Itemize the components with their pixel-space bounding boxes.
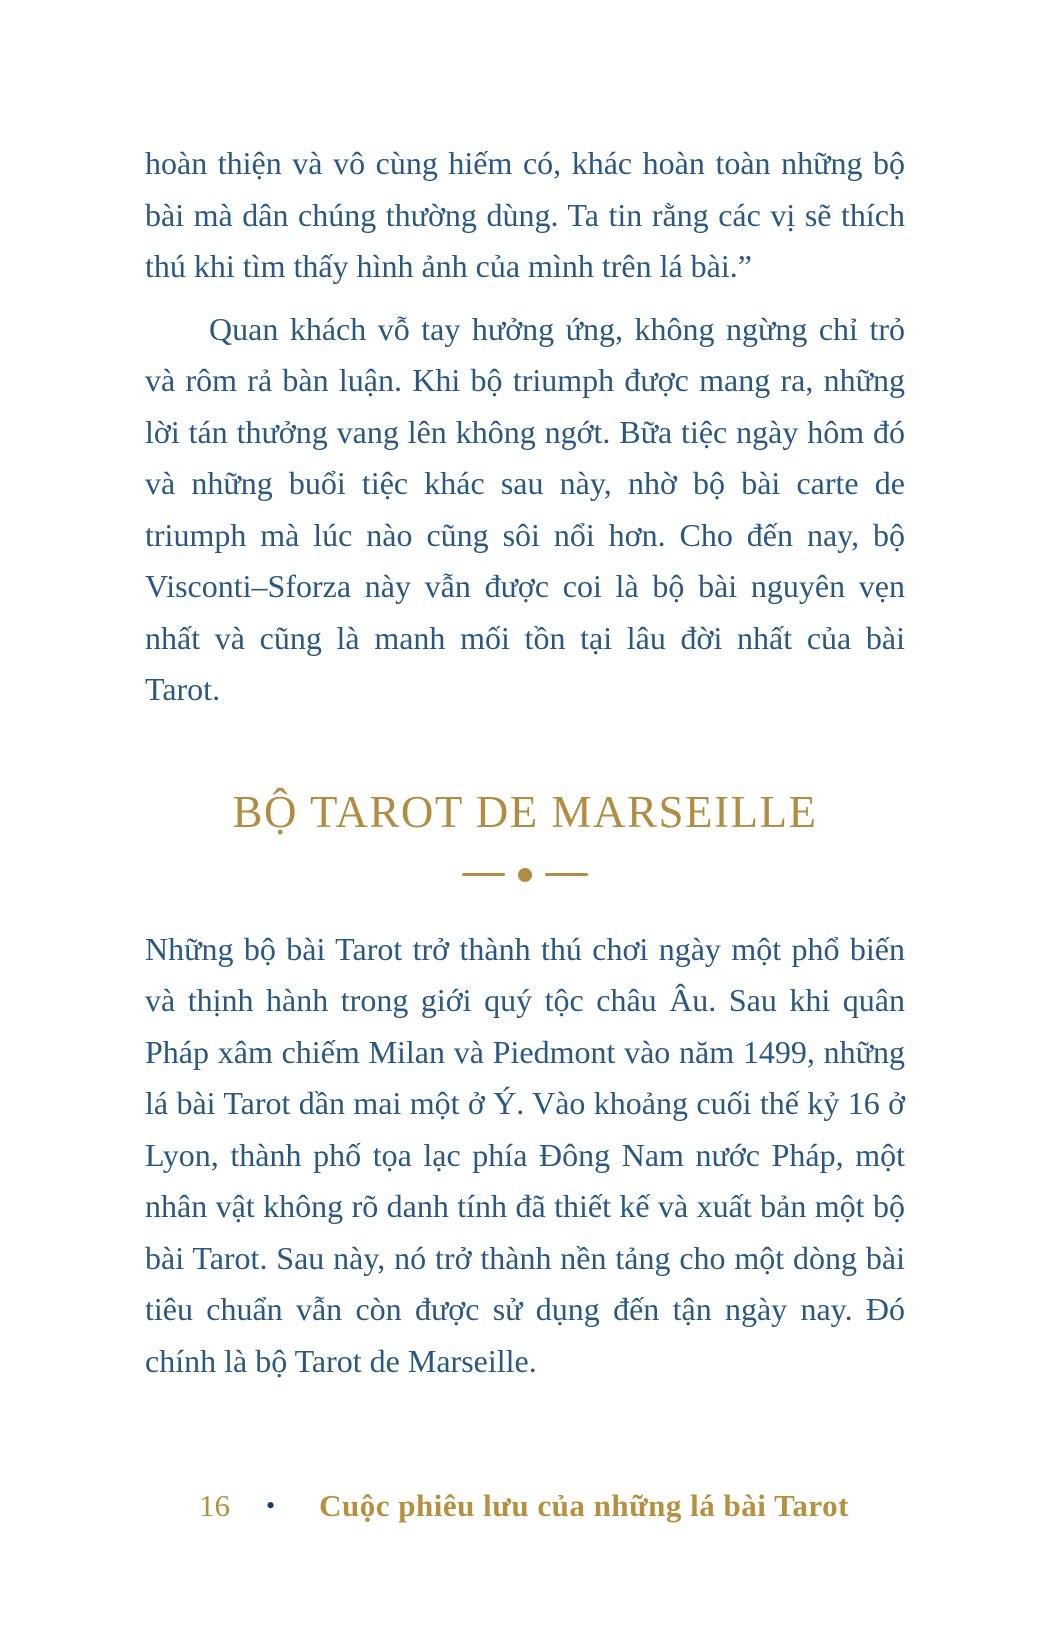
divider-line-right: [545, 873, 588, 876]
divider-dot-icon: [518, 868, 532, 882]
book-title: Cuộc phiêu lưu của những lá bài Tarot: [319, 1488, 849, 1523]
section-divider: [145, 868, 905, 882]
footer-separator-dot-icon: •: [266, 1491, 276, 1520]
page-number: 16: [199, 1488, 231, 1523]
page-footer: [0, 1486, 1048, 1526]
body-paragraph-continuation: hoàn thiện và vô cùng hiếm có, khác hoàn toàn những bộ bài mà dân chúng thường dùng. Ta tin rằng các vị sẽ thích thú khi tìm thấy hình ảnh của mình trên lá bài.”: [145, 145, 905, 284]
body-paragraph: Những bộ bài Tarot trở thành thú chơi ngày một phổ biến và thịnh hành trong giới quý tộc châu Âu. Sau khi quân Pháp xâm chiếm Milan và Piedmont vào năm 1499, những lá bài Tarot dần mai một ở Ý. Vào khoảng cuối thế kỷ 16 ở Lyon, thành phố tọa lạc phía Đông Nam nước Pháp, một nhân vật không rõ danh tính đã thiết kế và xuất bản một bộ bài Tarot. Sau này, nó trở thành nền tảng cho một dòng bài tiêu chuẩn vẫn còn được sử dụng đến tận ngày nay. Đó chính là bộ Tarot de Marseille.: [145, 930, 905, 1379]
body-paragraph: Quan khách vỗ tay hưởng ứng, không ngừng chỉ trỏ và rôm rả bàn luận. Khi bộ triumph được mang ra, những lời tán thưởng vang lên không ngớt. Bữa tiệc ngày hôm đó và những buổi tiệc khác sau này, nhờ bộ bài carte de triumph mà lúc nào cũng sôi nổi hơn. Cho đến nay, bộ Visconti–Sforza này vẫn được coi là bộ bài nguyên vẹn nhất và cũng là manh mối tồn tại lâu đời nhất của bài Tarot.: [145, 310, 905, 707]
text-block: [145, 138, 905, 1387]
divider-line-left: [462, 873, 505, 876]
section-heading: BỘ TAROT DE MARSEILLE: [232, 786, 818, 837]
